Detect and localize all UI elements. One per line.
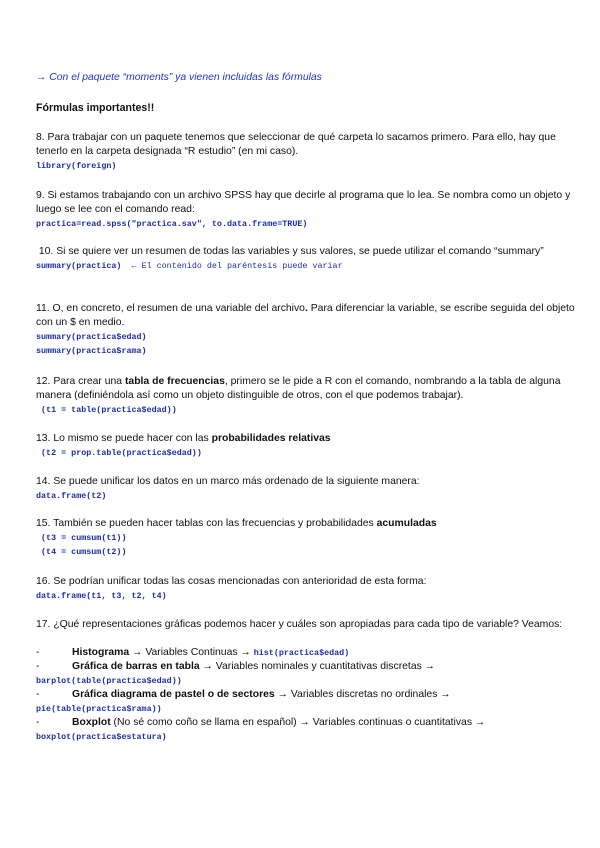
section-10 bbox=[36, 245, 576, 273]
graph-list-item bbox=[36, 660, 576, 688]
section-15-bold: acumuladas bbox=[376, 518, 437, 529]
section-17-text: 17. ¿Qué representaciones gráficas podemos hacer y cuáles son apropiadas para cada tipo de variable? Veamos: bbox=[36, 619, 563, 630]
section-15 bbox=[36, 517, 576, 559]
item-desc: → Variables Continuas → bbox=[129, 647, 254, 658]
graph-list-item bbox=[36, 646, 576, 660]
item-title: Gráfica de barras en tabla bbox=[72, 661, 200, 672]
list-dash: - bbox=[36, 689, 40, 700]
section-13 bbox=[36, 432, 576, 460]
item-desc: → Variables nominales y cuantitativas discretas → bbox=[199, 661, 436, 672]
section-8-text: 8. Para trabajar con un paquete tenemos que seleccionar de qué carpeta lo sacamos primero. Para ello, hay que tenerlo en la carpeta designada “R estudio” (en mi caso). bbox=[36, 132, 556, 157]
section-10-comment: ← El contenido del paréntesis puede variar bbox=[121, 261, 343, 271]
section-16-code: data.frame(t1, t3, t2, t4) bbox=[36, 591, 167, 601]
graph-list-item bbox=[36, 716, 576, 744]
section-12-text-a: 12. Para crear una bbox=[36, 376, 125, 387]
heading-text: Fórmulas importantes!! bbox=[36, 102, 155, 114]
section-11-text-b: Para diferenciar la variable, se escribe seguida del objeto con un $ en medio. bbox=[36, 303, 575, 328]
section-9 bbox=[36, 189, 576, 231]
item-title: Gráfica diagrama de pastel o de sectores bbox=[72, 689, 275, 700]
section-13-bold: probabilidades relativas bbox=[211, 433, 331, 444]
section-13-code: (t2 = prop.table(practica$edad)) bbox=[36, 448, 202, 458]
item-code: barplot(table(practica$edad)) bbox=[36, 676, 182, 686]
section-9-text: 9. Si estamos trabajando con un archivo SPSS hay que decirle al programa que lo lea. Se nombra como un objeto y luego se lee con el comando read: bbox=[36, 190, 571, 215]
item-code: boxplot(practica$estatura) bbox=[36, 732, 167, 742]
list-dash: - bbox=[36, 717, 40, 728]
section-9-code: practica=read.spss("practica.sav", to.data.frame=TRUE) bbox=[36, 219, 308, 229]
section-12-text-b: , primero se le pide a R con el comando, nombrando a la tabla de alguna manera (definiéndola así como un objeto distinguible de otros, con el que podemos trabajar). bbox=[36, 376, 561, 401]
item-code: pie(table(practica$rama)) bbox=[36, 704, 162, 714]
section-14-code: data.frame(t2) bbox=[36, 491, 107, 501]
section-13-text-a: 13. Lo mismo se puede hacer con las bbox=[36, 433, 212, 444]
section-11-text-a: 11. O, en concreto, el resumen de una variable del archivo bbox=[36, 303, 305, 314]
item-desc: (No sé como coño se llama en español) → Variables continuas o cuantitativas → bbox=[110, 717, 486, 728]
graph-list-item bbox=[36, 688, 576, 716]
section-15-code-1: (t3 = cumsum(t1)) bbox=[36, 533, 127, 543]
section-11-code-1: summary(practica$edad) bbox=[36, 332, 147, 342]
section-11 bbox=[36, 302, 576, 358]
section-12 bbox=[36, 375, 576, 417]
section-11-dot: . bbox=[304, 303, 308, 314]
section-17 bbox=[36, 618, 576, 744]
section-11-code-2: summary(practica$rama) bbox=[36, 346, 147, 356]
section-16-text: 16. Se podrían unificar todas las cosas mencionadas con anterioridad de esta forma: bbox=[36, 576, 427, 587]
section-15-code-2: (t4 = cumsum(t2)) bbox=[36, 547, 127, 557]
moments-note bbox=[36, 71, 576, 85]
note-text: → Con el paquete “moments” ya vienen incluidas las fórmulas bbox=[36, 72, 322, 83]
section-8-code: library(foreign) bbox=[36, 161, 117, 171]
list-dash: - bbox=[36, 661, 40, 672]
section-14-text: 14. Se puede unificar los datos en un marco más ordenado de la siguiente manera: bbox=[36, 476, 420, 487]
list-dash: - bbox=[36, 647, 40, 658]
section-heading bbox=[36, 101, 576, 115]
item-title: Boxplot bbox=[72, 717, 111, 728]
section-12-bold: tabla de frecuencias bbox=[124, 376, 225, 387]
item-title: Histograma bbox=[72, 647, 130, 658]
section-8 bbox=[36, 131, 576, 173]
item-desc: → Variables discretas no ordinales → bbox=[274, 689, 451, 700]
section-15-text-a: 15. También se pueden hacer tablas con las frecuencias y probabilidades bbox=[36, 518, 377, 529]
section-16 bbox=[36, 575, 576, 603]
section-10-code: summary(practica) bbox=[36, 261, 122, 271]
section-14 bbox=[36, 475, 576, 503]
section-10-text: 10. Si se quiere ver un resumen de todas las variables y sus valores, se puede utilizar el comando “summary” bbox=[36, 246, 544, 257]
item-code: hist(practica$edad) bbox=[253, 648, 350, 658]
section-12-code: (t1 = table(practica$edad)) bbox=[36, 405, 177, 415]
